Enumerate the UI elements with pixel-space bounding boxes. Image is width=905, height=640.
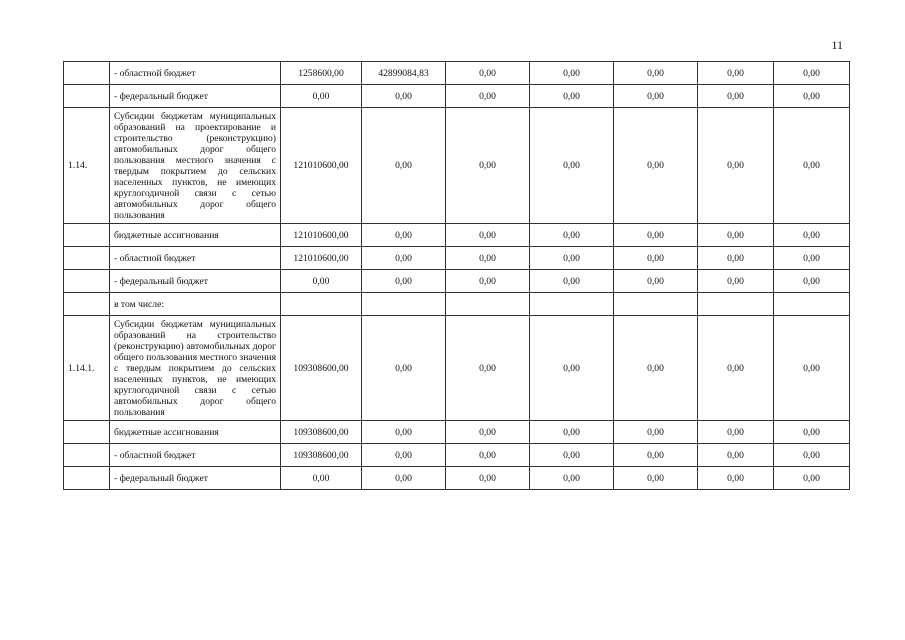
value-cell: 0,00 — [774, 316, 850, 421]
value-cell: 0,00 — [774, 467, 850, 490]
row-description: Субсидии бюджетам муниципальных образований на строительство (реконструкцию) автомобильных дорог общего пользования местного значения с твердым покрытием до сельских населенных пунктов, не имеющих круглогодичной связи с сетью автомобильных дорог общего пользования — [110, 316, 281, 421]
table-row — [64, 108, 850, 224]
row-description: Субсидии бюджетам муниципальных образований на проектирование и строительство (реконструкцию) автомобильных дорог общего пользования местного значения с твердым покрытием до сельских населенных пунктов, не имеющих круглогодичной связи с сетью автомобильных дорог общего пользования — [110, 108, 281, 224]
value-cell: 0,00 — [362, 247, 446, 270]
value-cell — [446, 293, 530, 316]
row-number: 1.14. — [64, 108, 110, 224]
row-description: - федеральный бюджет — [110, 85, 281, 108]
row-number-cell — [64, 467, 110, 490]
value-cell: 0,00 — [362, 467, 446, 490]
value-cell: 109308600,00 — [281, 444, 362, 467]
table-row — [64, 293, 850, 316]
value-cell: 0,00 — [446, 85, 530, 108]
value-cell: 0,00 — [614, 224, 698, 247]
value-cell: 109308600,00 — [281, 316, 362, 421]
value-cell: 0,00 — [614, 270, 698, 293]
value-cell: 0,00 — [530, 247, 614, 270]
value-cell: 0,00 — [362, 316, 446, 421]
value-cell: 0,00 — [362, 224, 446, 247]
value-cell — [362, 293, 446, 316]
value-cell: 42899084,83 — [362, 62, 446, 85]
row-number-cell — [64, 247, 110, 270]
value-cell: 0,00 — [362, 85, 446, 108]
value-cell: 0,00 — [698, 85, 774, 108]
row-description: - федеральный бюджет — [110, 467, 281, 490]
value-cell: 0,00 — [698, 467, 774, 490]
value-cell: 0,00 — [530, 108, 614, 224]
value-cell: 0,00 — [698, 108, 774, 224]
value-cell — [774, 293, 850, 316]
value-cell: 0,00 — [281, 270, 362, 293]
value-cell: 0,00 — [446, 62, 530, 85]
table-row — [64, 270, 850, 293]
value-cell: 0,00 — [446, 270, 530, 293]
value-cell: 0,00 — [446, 421, 530, 444]
value-cell: 0,00 — [698, 421, 774, 444]
value-cell: 0,00 — [774, 421, 850, 444]
value-cell: 0,00 — [281, 467, 362, 490]
value-cell: 0,00 — [774, 62, 850, 85]
table-row — [64, 421, 850, 444]
value-cell — [281, 293, 362, 316]
value-cell: 0,00 — [446, 467, 530, 490]
value-cell: 0,00 — [281, 85, 362, 108]
value-cell: 0,00 — [698, 62, 774, 85]
table-row — [64, 85, 850, 108]
table-row — [64, 316, 850, 421]
row-number: 1.14.1. — [64, 316, 110, 421]
value-cell: 0,00 — [614, 316, 698, 421]
value-cell: 0,00 — [362, 444, 446, 467]
value-cell: 0,00 — [530, 467, 614, 490]
row-number-cell — [64, 85, 110, 108]
row-description: в том числе: — [110, 293, 281, 316]
row-number-cell — [64, 224, 110, 247]
row-description: бюджетные ассигнования — [110, 224, 281, 247]
value-cell: 0,00 — [774, 270, 850, 293]
table-row — [64, 467, 850, 490]
row-description: - областной бюджет — [110, 444, 281, 467]
value-cell: 0,00 — [530, 444, 614, 467]
value-cell — [614, 293, 698, 316]
page-number: 11 — [831, 38, 843, 52]
value-cell: 0,00 — [614, 444, 698, 467]
value-cell: 0,00 — [774, 247, 850, 270]
row-description: - федеральный бюджет — [110, 270, 281, 293]
table-row — [64, 444, 850, 467]
value-cell: 0,00 — [446, 444, 530, 467]
budget-table — [63, 61, 850, 490]
value-cell: 0,00 — [530, 224, 614, 247]
value-cell: 109308600,00 — [281, 421, 362, 444]
value-cell: 121010600,00 — [281, 224, 362, 247]
value-cell: 0,00 — [698, 247, 774, 270]
table-row — [64, 247, 850, 270]
value-cell: 0,00 — [614, 62, 698, 85]
value-cell — [530, 293, 614, 316]
value-cell: 0,00 — [614, 247, 698, 270]
value-cell: 0,00 — [698, 270, 774, 293]
row-description: - областной бюджет — [110, 62, 281, 85]
value-cell: 0,00 — [774, 444, 850, 467]
row-description: бюджетные ассигнования — [110, 421, 281, 444]
value-cell — [698, 293, 774, 316]
value-cell: 0,00 — [446, 108, 530, 224]
row-number-cell — [64, 62, 110, 85]
value-cell: 0,00 — [774, 85, 850, 108]
value-cell: 0,00 — [698, 224, 774, 247]
row-number-cell — [64, 444, 110, 467]
value-cell: 0,00 — [614, 467, 698, 490]
value-cell: 0,00 — [530, 85, 614, 108]
value-cell: 0,00 — [614, 421, 698, 444]
value-cell: 0,00 — [530, 421, 614, 444]
value-cell: 0,00 — [446, 247, 530, 270]
value-cell: 0,00 — [698, 316, 774, 421]
row-description: - областной бюджет — [110, 247, 281, 270]
value-cell: 121010600,00 — [281, 247, 362, 270]
value-cell: 0,00 — [446, 224, 530, 247]
value-cell: 1258600,00 — [281, 62, 362, 85]
value-cell: 0,00 — [774, 224, 850, 247]
value-cell: 0,00 — [698, 444, 774, 467]
value-cell: 0,00 — [362, 421, 446, 444]
value-cell: 0,00 — [362, 108, 446, 224]
row-number-cell — [64, 293, 110, 316]
value-cell: 0,00 — [530, 270, 614, 293]
row-number-cell — [64, 270, 110, 293]
value-cell: 0,00 — [614, 85, 698, 108]
row-number-cell — [64, 421, 110, 444]
table-row — [64, 224, 850, 247]
value-cell: 0,00 — [530, 62, 614, 85]
value-cell: 0,00 — [362, 270, 446, 293]
value-cell: 0,00 — [774, 108, 850, 224]
value-cell: 0,00 — [446, 316, 530, 421]
value-cell: 121010600,00 — [281, 108, 362, 224]
table-row — [64, 62, 850, 85]
value-cell: 0,00 — [614, 108, 698, 224]
value-cell: 0,00 — [530, 316, 614, 421]
